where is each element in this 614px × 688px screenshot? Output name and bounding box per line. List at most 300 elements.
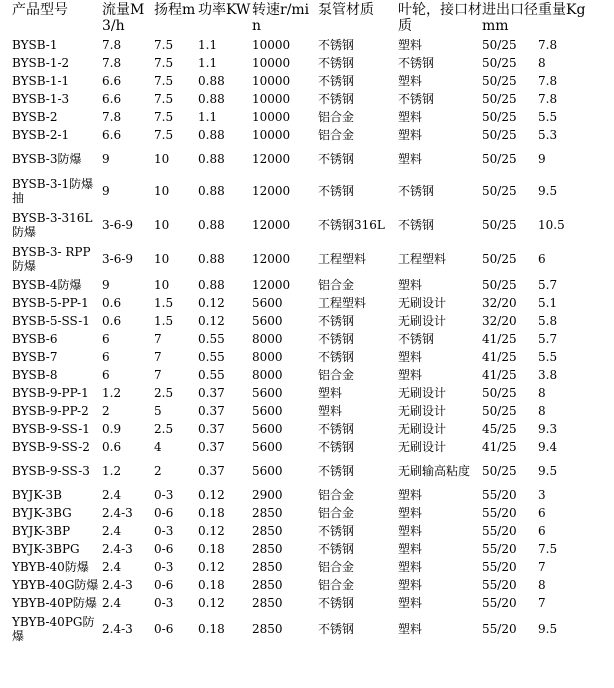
table-cell: 50/25	[482, 218, 517, 232]
table-cell: 铝合金	[318, 578, 355, 592]
table-cell: 12000	[252, 184, 291, 198]
table-cell: 5.1	[538, 296, 558, 310]
table-cell: 55/20	[482, 560, 517, 574]
table-cell: 7	[538, 596, 546, 610]
table-cell: 8	[538, 578, 546, 592]
table-cell: 塑料	[318, 386, 343, 400]
table-cell: 不锈钢	[318, 38, 355, 52]
table-cell: 50/25	[482, 386, 517, 400]
table-cell: 2850	[252, 578, 283, 592]
table-cell: 铝合金	[318, 128, 355, 142]
table-cell: YBYB-40G防爆	[12, 578, 99, 592]
table-cell: 1.1	[198, 38, 218, 52]
table-cell: 铝合金	[318, 110, 355, 124]
table-cell: 1.2	[102, 386, 122, 400]
table-cell: 0.37	[198, 404, 225, 418]
table-cell: BYJK-3BG	[12, 506, 72, 520]
table-cell: 6	[538, 252, 546, 266]
table-cell: BYJK-3BP	[12, 524, 71, 538]
table-cell: 7.8	[538, 92, 558, 106]
table-row	[12, 126, 588, 144]
table-cell: 不锈钢	[318, 524, 355, 538]
table-cell: 塑料	[398, 578, 423, 592]
header-cell: 转速r/min	[252, 2, 310, 34]
table-row	[12, 486, 588, 504]
table-cell: BYJK-3B	[12, 488, 62, 502]
table-row	[12, 330, 588, 348]
table-cell: 1.1	[198, 110, 218, 124]
table-cell: YBYB-40P防爆	[12, 596, 97, 610]
table-cell: 不锈钢	[318, 332, 355, 346]
table-cell: 50/25	[482, 278, 517, 292]
table-row	[12, 242, 588, 276]
table-cell: 0.9	[102, 422, 122, 436]
table-body	[12, 36, 588, 646]
table-cell: 塑料	[398, 524, 423, 538]
table-cell: 0.12	[198, 296, 225, 310]
table-cell: 0.12	[198, 488, 225, 502]
table-cell: 塑料	[398, 152, 423, 166]
table-cell: 2.4-3	[102, 542, 133, 556]
table-cell: 7.5	[154, 38, 174, 52]
table-cell: 2850	[252, 506, 283, 520]
table-cell: 8	[538, 56, 546, 70]
table-cell: BYSB-1-2	[12, 56, 70, 70]
table-row	[12, 420, 588, 438]
header-cell: 功率KW	[198, 2, 251, 18]
table-cell: 55/20	[482, 622, 517, 636]
table-cell: 塑料	[398, 596, 423, 610]
table-cell: 不锈钢	[318, 152, 355, 166]
table-cell: 8000	[252, 350, 283, 364]
table-cell: 1.5	[154, 314, 174, 328]
table-cell: 2.4-3	[102, 622, 133, 636]
table-cell: 7	[154, 332, 162, 346]
table-cell: 0.88	[198, 128, 225, 142]
table-cell: 10	[154, 152, 170, 166]
table-cell: 7	[154, 350, 162, 364]
table-row	[12, 384, 588, 402]
table-cell: 41/25	[482, 368, 517, 382]
table-cell: 7	[154, 368, 162, 382]
table-cell: 10	[154, 184, 170, 198]
table-cell: 2.4-3	[102, 578, 133, 592]
table-cell: 2	[102, 404, 110, 418]
table-row	[12, 174, 588, 208]
table-cell: 塑料	[398, 560, 423, 574]
table-cell: 10000	[252, 56, 291, 70]
table-cell: 1.2	[102, 464, 122, 478]
table-cell: 无刷设计	[398, 422, 447, 436]
table-cell: 10	[154, 278, 170, 292]
table-cell: 不锈钢	[318, 314, 355, 328]
table-cell: BYSB-2	[12, 110, 58, 124]
table-cell: 不锈钢	[318, 542, 355, 556]
table-cell: 不锈钢	[398, 184, 435, 198]
table-cell: BYSB-6	[12, 332, 58, 346]
table-cell: 55/20	[482, 488, 517, 502]
table-cell: 0.55	[198, 350, 225, 364]
table-cell: 9.3	[538, 422, 558, 436]
table-cell: YBYB-40PG防爆	[12, 615, 95, 643]
table-cell: 55/20	[482, 524, 517, 538]
table-cell: 不锈钢	[318, 350, 355, 364]
header-cell: 扬程m	[154, 2, 196, 18]
table-cell: 2900	[252, 488, 283, 502]
table-cell: 5.7	[538, 332, 558, 346]
table-cell: 10.5	[538, 218, 565, 232]
table-cell: 10000	[252, 128, 291, 142]
table-cell: 0-6	[154, 578, 174, 592]
table-cell: 7.5	[538, 542, 558, 556]
table-row	[12, 594, 588, 612]
table-cell: 铝合金	[318, 278, 355, 292]
table-cell: 9.5	[538, 184, 558, 198]
table-cell: BYJK-3BPG	[12, 542, 80, 556]
table-cell: 6	[102, 332, 110, 346]
table-cell: 铝合金	[318, 488, 355, 502]
table-cell: 2850	[252, 542, 283, 556]
table-cell: 工程塑料	[318, 296, 367, 310]
table-cell: 5.5	[538, 110, 558, 124]
table-cell: 工程塑料	[318, 252, 367, 266]
table-cell: 不锈钢	[398, 218, 435, 232]
table-cell: 0.37	[198, 440, 225, 454]
header-cell: 进出口径mm	[482, 2, 538, 34]
table-cell: 0.18	[198, 506, 225, 520]
table-cell: 3.8	[538, 368, 558, 382]
table-cell: 0.88	[198, 152, 225, 166]
table-cell: 不锈钢	[318, 622, 355, 636]
table-cell: 50/25	[482, 38, 517, 52]
table-cell: 7.5	[154, 110, 174, 124]
table-cell: 塑料	[318, 404, 343, 418]
table-cell: 50/25	[482, 56, 517, 70]
table-cell: BYSB-3防爆	[12, 152, 82, 166]
table-cell: 2.5	[154, 422, 174, 436]
table-cell: 50/25	[482, 152, 517, 166]
table-cell: 无刷设计	[398, 296, 447, 310]
table-cell: 0-3	[154, 560, 174, 574]
table-row	[12, 294, 588, 312]
table-cell: 0-6	[154, 622, 174, 636]
table-cell: 3-6-9	[102, 252, 134, 266]
table-cell: 7.8	[538, 38, 558, 52]
table-cell: 7.8	[102, 56, 122, 70]
table-cell: BYSB-3- RPP防爆	[12, 245, 91, 273]
table-cell: 0-3	[154, 596, 174, 610]
table-cell: 8	[538, 404, 546, 418]
table-cell: 6	[538, 506, 546, 520]
table-cell: 0.12	[198, 524, 225, 538]
table-cell: 0.6	[102, 296, 122, 310]
table-cell: 无刷设计	[398, 314, 447, 328]
table-cell: 7.5	[154, 56, 174, 70]
table-row	[12, 576, 588, 594]
table-row	[12, 402, 588, 420]
table-cell: 2.4	[102, 524, 122, 538]
table-row	[12, 366, 588, 384]
table-cell: 6.6	[102, 74, 122, 88]
table-cell: 4	[154, 440, 162, 454]
table-cell: 55/20	[482, 596, 517, 610]
table-cell: 0.88	[198, 74, 225, 88]
table-cell: 5600	[252, 440, 283, 454]
header-cell: 重量Kg	[538, 2, 586, 18]
table-cell: 50/25	[482, 92, 517, 106]
table-cell: 6	[102, 368, 110, 382]
pump-spec-table	[12, 2, 588, 646]
table-cell: 不锈钢	[398, 56, 435, 70]
table-cell: 41/25	[482, 350, 517, 364]
table-cell: 5600	[252, 464, 283, 478]
table-cell: 2.4	[102, 488, 122, 502]
table-cell: 7.8	[538, 74, 558, 88]
table-cell: 0.88	[198, 278, 225, 292]
table-cell: 12000	[252, 278, 291, 292]
table-cell: 塑料	[398, 622, 423, 636]
table-cell: 55/20	[482, 578, 517, 592]
table-row	[12, 312, 588, 330]
table-cell: 铝合金	[318, 368, 355, 382]
table-cell: BYSB-1-1	[12, 74, 70, 88]
table-cell: 2.4	[102, 596, 122, 610]
table-cell: 9	[102, 278, 110, 292]
table-cell: BYSB-9-PP-2	[12, 404, 89, 418]
table-cell: 9	[102, 152, 110, 166]
table-cell: 8	[538, 386, 546, 400]
table-cell: 塑料	[398, 350, 423, 364]
table-cell: 不锈钢	[398, 92, 435, 106]
table-cell: 50/25	[482, 74, 517, 88]
table-cell: 2.5	[154, 386, 174, 400]
table-cell: 5600	[252, 386, 283, 400]
header-cell: 产品型号	[12, 2, 68, 18]
table-row	[12, 348, 588, 366]
table-cell: 7.8	[102, 110, 122, 124]
table-cell: 5.5	[538, 350, 558, 364]
table-cell: 10000	[252, 110, 291, 124]
table-cell: 7.5	[154, 74, 174, 88]
table-cell: 塑料	[398, 542, 423, 556]
table-cell: 8000	[252, 332, 283, 346]
table-cell: 塑料	[398, 38, 423, 52]
table-cell: BYSB-2-1	[12, 128, 70, 142]
table-row	[12, 522, 588, 540]
table-cell: YBYB-40防爆	[12, 560, 89, 574]
table-cell: 塑料	[398, 506, 423, 520]
table-cell: 塑料	[398, 128, 423, 142]
table-cell: 45/25	[482, 422, 517, 436]
table-cell: 55/20	[482, 542, 517, 556]
table-cell: 12000	[252, 218, 291, 232]
table-cell: 41/25	[482, 440, 517, 454]
table-cell: 5.3	[538, 128, 558, 142]
table-row	[12, 456, 588, 486]
header-cell: 叶轮，接口材质	[398, 2, 482, 34]
table-cell: 5.7	[538, 278, 558, 292]
table-cell: BYSB-7	[12, 350, 58, 364]
table-cell: 0.55	[198, 368, 225, 382]
table-cell: BYSB-3-316L防爆	[12, 211, 93, 239]
table-cell: 不锈钢	[318, 596, 355, 610]
table-cell: 5600	[252, 404, 283, 418]
table-cell: 6.6	[102, 128, 122, 142]
table-cell: 50/25	[482, 464, 517, 478]
table-cell: 0.12	[198, 596, 225, 610]
table-cell: 0.18	[198, 578, 225, 592]
table-cell: 无刷输高粘度	[398, 464, 471, 478]
table-cell: 7.5	[154, 92, 174, 106]
table-cell: 0-3	[154, 524, 174, 538]
table-cell: 不锈钢	[318, 440, 355, 454]
table-row	[12, 72, 588, 90]
table-cell: 铝合金	[318, 560, 355, 574]
table-cell: 12000	[252, 252, 291, 266]
table-cell: 50/25	[482, 110, 517, 124]
table-cell: 50/25	[482, 404, 517, 418]
table-cell: 0.37	[198, 422, 225, 436]
table-row	[12, 36, 588, 54]
table-cell: 0.6	[102, 314, 122, 328]
table-row	[12, 276, 588, 294]
table-row	[12, 54, 588, 72]
table-row	[12, 90, 588, 108]
table-cell: 塑料	[398, 278, 423, 292]
table-cell: 0.88	[198, 218, 225, 232]
table-cell: 2.4-3	[102, 506, 133, 520]
table-cell: 不锈钢	[318, 74, 355, 88]
table-cell: BYSB-3-1防爆抽	[12, 177, 94, 205]
table-cell: 5600	[252, 422, 283, 436]
table-cell: 50/25	[482, 128, 517, 142]
table-row	[12, 144, 588, 174]
table-cell: 0.88	[198, 184, 225, 198]
table-cell: 50/25	[482, 184, 517, 198]
table-cell: 6	[102, 350, 110, 364]
table-cell: 5.8	[538, 314, 558, 328]
table-cell: BYSB-8	[12, 368, 58, 382]
table-cell: 无刷设计	[398, 404, 447, 418]
table-row	[12, 558, 588, 576]
table-cell: 3-6-9	[102, 218, 134, 232]
table-cell: 32/20	[482, 296, 517, 310]
header-cell: 泵管材质	[318, 2, 374, 18]
table-cell: 55/20	[482, 506, 517, 520]
table-cell: 0-6	[154, 542, 174, 556]
table-cell: 0-6	[154, 506, 174, 520]
table-cell: 50/25	[482, 252, 517, 266]
table-row	[12, 504, 588, 522]
table-cell: 0.37	[198, 386, 225, 400]
table-cell: 10	[154, 252, 170, 266]
table-cell: 2850	[252, 622, 283, 636]
table-cell: BYSB-5-PP-1	[12, 296, 89, 310]
table-cell: 0.88	[198, 92, 225, 106]
table-cell: BYSB-9-SS-1	[12, 422, 90, 436]
table-cell: 0.12	[198, 560, 225, 574]
table-cell: 铝合金	[318, 506, 355, 520]
table-cell: 塑料	[398, 110, 423, 124]
table-cell: 2850	[252, 596, 283, 610]
table-cell: 0.37	[198, 464, 225, 478]
table-cell: BYSB-5-SS-1	[12, 314, 90, 328]
table-cell: 10	[154, 218, 170, 232]
table-cell: 2850	[252, 524, 283, 538]
table-cell: 无刷设计	[398, 386, 447, 400]
table-cell: 9	[538, 152, 546, 166]
table-cell: 9.4	[538, 440, 558, 454]
table-cell: 0.6	[102, 440, 122, 454]
table-cell: 工程塑料	[398, 252, 447, 266]
table-cell: 1.1	[198, 56, 218, 70]
table-cell: 无刷设计	[398, 440, 447, 454]
table-cell: 0.18	[198, 542, 225, 556]
table-cell: 不锈钢	[318, 92, 355, 106]
table-cell: 0.55	[198, 332, 225, 346]
table-cell: 7.5	[154, 128, 174, 142]
table-cell: 不锈钢	[318, 464, 355, 478]
table-cell: 0-3	[154, 488, 174, 502]
table-cell: 3	[538, 488, 546, 502]
table-cell: 1.5	[154, 296, 174, 310]
table-cell: 2850	[252, 560, 283, 574]
table-cell: 不锈钢316L	[318, 218, 385, 232]
table-row	[12, 438, 588, 456]
table-cell: 12000	[252, 152, 291, 166]
table-cell: 9.5	[538, 622, 558, 636]
table-row	[12, 612, 588, 646]
table-cell: 7.8	[102, 38, 122, 52]
header-cell: 流量M3/h	[102, 2, 145, 34]
table-cell: 2	[154, 464, 162, 478]
table-cell: 0.18	[198, 622, 225, 636]
table-cell: 10000	[252, 92, 291, 106]
table-cell: 不锈钢	[318, 184, 355, 198]
table-cell: 10000	[252, 74, 291, 88]
header-row	[12, 2, 588, 36]
table-row	[12, 208, 588, 242]
table-cell: 32/20	[482, 314, 517, 328]
table-cell: 7	[538, 560, 546, 574]
table-cell: BYSB-9-PP-1	[12, 386, 89, 400]
table-cell: 塑料	[398, 488, 423, 502]
table-cell: 不锈钢	[318, 56, 355, 70]
table-cell: 41/25	[482, 332, 517, 346]
table-cell: BYSB-9-SS-2	[12, 440, 90, 454]
table-cell: 10000	[252, 38, 291, 52]
table-cell: 6	[538, 524, 546, 538]
table-row	[12, 108, 588, 126]
table-cell: 5600	[252, 314, 283, 328]
table-cell: BYSB-4防爆	[12, 278, 82, 292]
table-cell: 9	[102, 184, 110, 198]
table-cell: 0.12	[198, 314, 225, 328]
table-cell: 塑料	[398, 368, 423, 382]
table-cell: 0.88	[198, 252, 225, 266]
table-cell: 5600	[252, 296, 283, 310]
table-row	[12, 540, 588, 558]
table-cell: 6.6	[102, 92, 122, 106]
table-cell: 塑料	[398, 74, 423, 88]
table-cell: 不锈钢	[398, 332, 435, 346]
table-cell: 9.5	[538, 464, 558, 478]
table-cell: BYSB-9-SS-3	[12, 464, 90, 478]
table-cell: BYSB-1-3	[12, 92, 70, 106]
table-cell: 8000	[252, 368, 283, 382]
table-cell: 不锈钢	[318, 422, 355, 436]
table-cell: 2.4	[102, 560, 122, 574]
